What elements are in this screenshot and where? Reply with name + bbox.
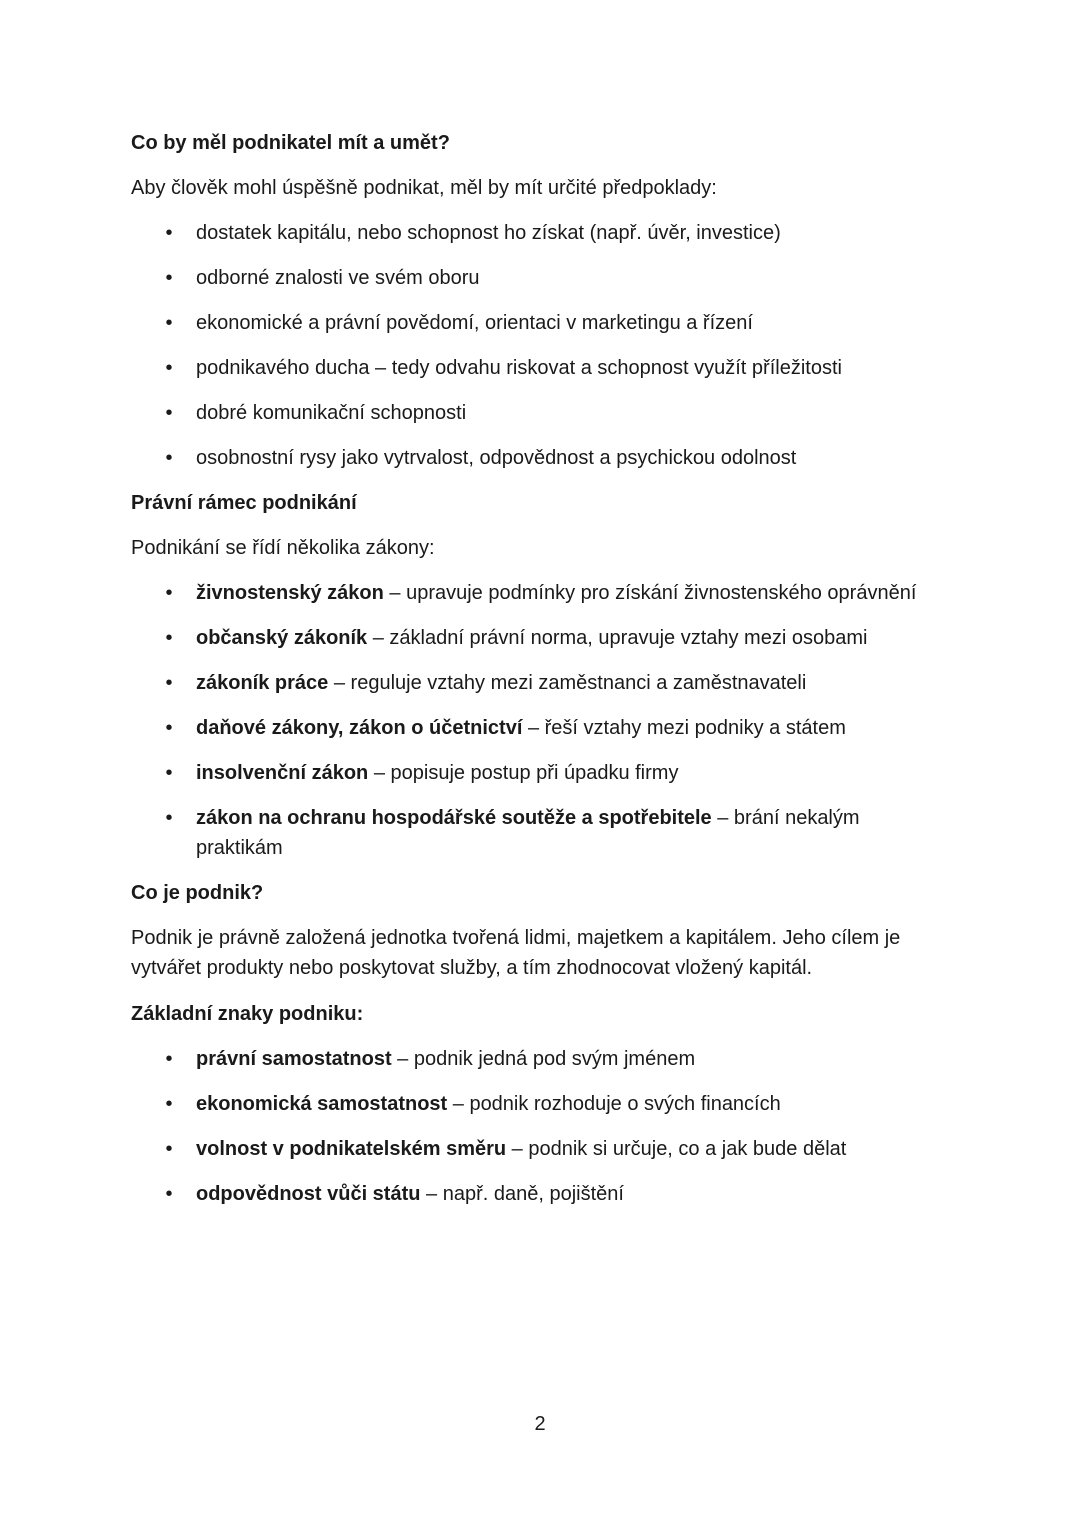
- list-item-term: odpovědnost vůči státu: [196, 1183, 421, 1205]
- bullet-list: [131, 1044, 951, 1209]
- list-item: [131, 308, 951, 338]
- list-item-term: ekonomická samostatnost: [196, 1093, 448, 1115]
- list-item: [131, 578, 951, 608]
- list-item-text: – řeší vztahy mezi podniky a státem: [522, 717, 846, 739]
- section-heading: Právní rámec podnikání: [131, 492, 357, 514]
- bullet-icon: •: [165, 357, 173, 379]
- list-item-text: dobré komunikační schopnosti: [196, 402, 467, 424]
- list-item-term: občanský zákoník: [196, 627, 368, 649]
- list-item: [131, 713, 951, 743]
- list-item: [131, 1134, 951, 1164]
- bullet-icon: •: [165, 402, 173, 424]
- list-item-text: – základní právní norma, upravuje vztahy mezi osobami: [367, 627, 868, 649]
- list-item-text: dostatek kapitálu, nebo schopnost ho získat (např. úvěr, investice): [196, 222, 781, 244]
- bullet-icon: •: [165, 222, 173, 244]
- list-item: [131, 263, 951, 293]
- list-item-text: – podnik si určuje, co a jak bude dělat: [506, 1138, 847, 1160]
- list-item-term: volnost v podnikatelském směru: [196, 1138, 507, 1160]
- list-item-text: osobnostní rysy jako vytrvalost, odpovědnost a psychickou odolnost: [196, 447, 797, 469]
- bullet-icon: •: [165, 807, 173, 829]
- list-item-text: – např. daně, pojištění: [420, 1183, 624, 1205]
- list-item-text: odborné znalosti ve svém oboru: [196, 267, 480, 289]
- bullet-icon: •: [165, 762, 173, 784]
- bullet-list: [131, 218, 951, 473]
- bullet-icon: •: [165, 1048, 173, 1070]
- bullet-icon: •: [165, 627, 173, 649]
- bullet-icon: •: [165, 672, 173, 694]
- bullet-icon: •: [165, 1183, 173, 1205]
- list-item-term: daňové zákony, zákon o účetnictví: [196, 717, 523, 739]
- page-number: 2: [534, 1413, 546, 1435]
- list-item-term: zákon na ochranu hospodářské soutěže a spotřebitele: [196, 807, 712, 829]
- list-item: [131, 803, 951, 863]
- list-item: [131, 443, 951, 473]
- list-item: [131, 1179, 951, 1209]
- list-item-term: zákoník práce: [196, 672, 329, 694]
- section-heading: Co by měl podnikatel mít a umět?: [131, 132, 450, 154]
- list-item: [131, 1089, 951, 1119]
- list-item: [131, 668, 951, 698]
- list-item: [131, 623, 951, 653]
- section-intro: Podnik je právně založená jednotka tvořená lidmi, majetkem a kapitálem. Jeho cílem je vytvářet produkty nebo poskytovat služby, a tím zhodnocovat vložený kapitál.: [131, 927, 901, 979]
- bullet-icon: •: [165, 1093, 173, 1115]
- list-item-term: živnostenský zákon: [196, 582, 384, 604]
- bullet-icon: •: [165, 267, 173, 289]
- list-item-text: – brání nekalým praktikám: [196, 807, 860, 859]
- list-item-text: podnikavého ducha – tedy odvahu riskovat a schopnost využít příležitosti: [196, 357, 842, 379]
- bullet-icon: •: [165, 447, 173, 469]
- list-item: [131, 218, 951, 248]
- list-item: [131, 758, 951, 788]
- section-heading: Základní znaky podniku:: [131, 1003, 364, 1025]
- list-item-text: – podnik rozhoduje o svých financích: [447, 1093, 781, 1115]
- section-intro: Aby člověk mohl úspěšně podnikat, měl by mít určité předpoklady:: [131, 177, 717, 199]
- list-item-text: – reguluje vztahy mezi zaměstnanci a zaměstnavateli: [328, 672, 807, 694]
- list-item: [131, 398, 951, 428]
- list-item-term: právní samostatnost: [196, 1048, 392, 1070]
- list-item: [131, 1044, 951, 1074]
- bullet-icon: •: [165, 1138, 173, 1160]
- list-item-text: ekonomické a právní povědomí, orientaci v marketingu a řízení: [196, 312, 753, 334]
- section-heading: Co je podnik?: [131, 882, 264, 904]
- list-item-term: insolvenční zákon: [196, 762, 369, 784]
- section-intro: Podnikání se řídí několika zákony:: [131, 537, 435, 559]
- bullet-list: [131, 578, 951, 863]
- page-content: [131, 128, 951, 1224]
- bullet-icon: •: [165, 312, 173, 334]
- bullet-icon: •: [165, 582, 173, 604]
- list-item-text: – upravuje podmínky pro získání živnostenského oprávnění: [383, 582, 917, 604]
- list-item-text: – popisuje postup při úpadku firmy: [368, 762, 679, 784]
- bullet-icon: •: [165, 717, 173, 739]
- list-item: [131, 353, 951, 383]
- list-item-text: – podnik jedná pod svým jménem: [391, 1048, 696, 1070]
